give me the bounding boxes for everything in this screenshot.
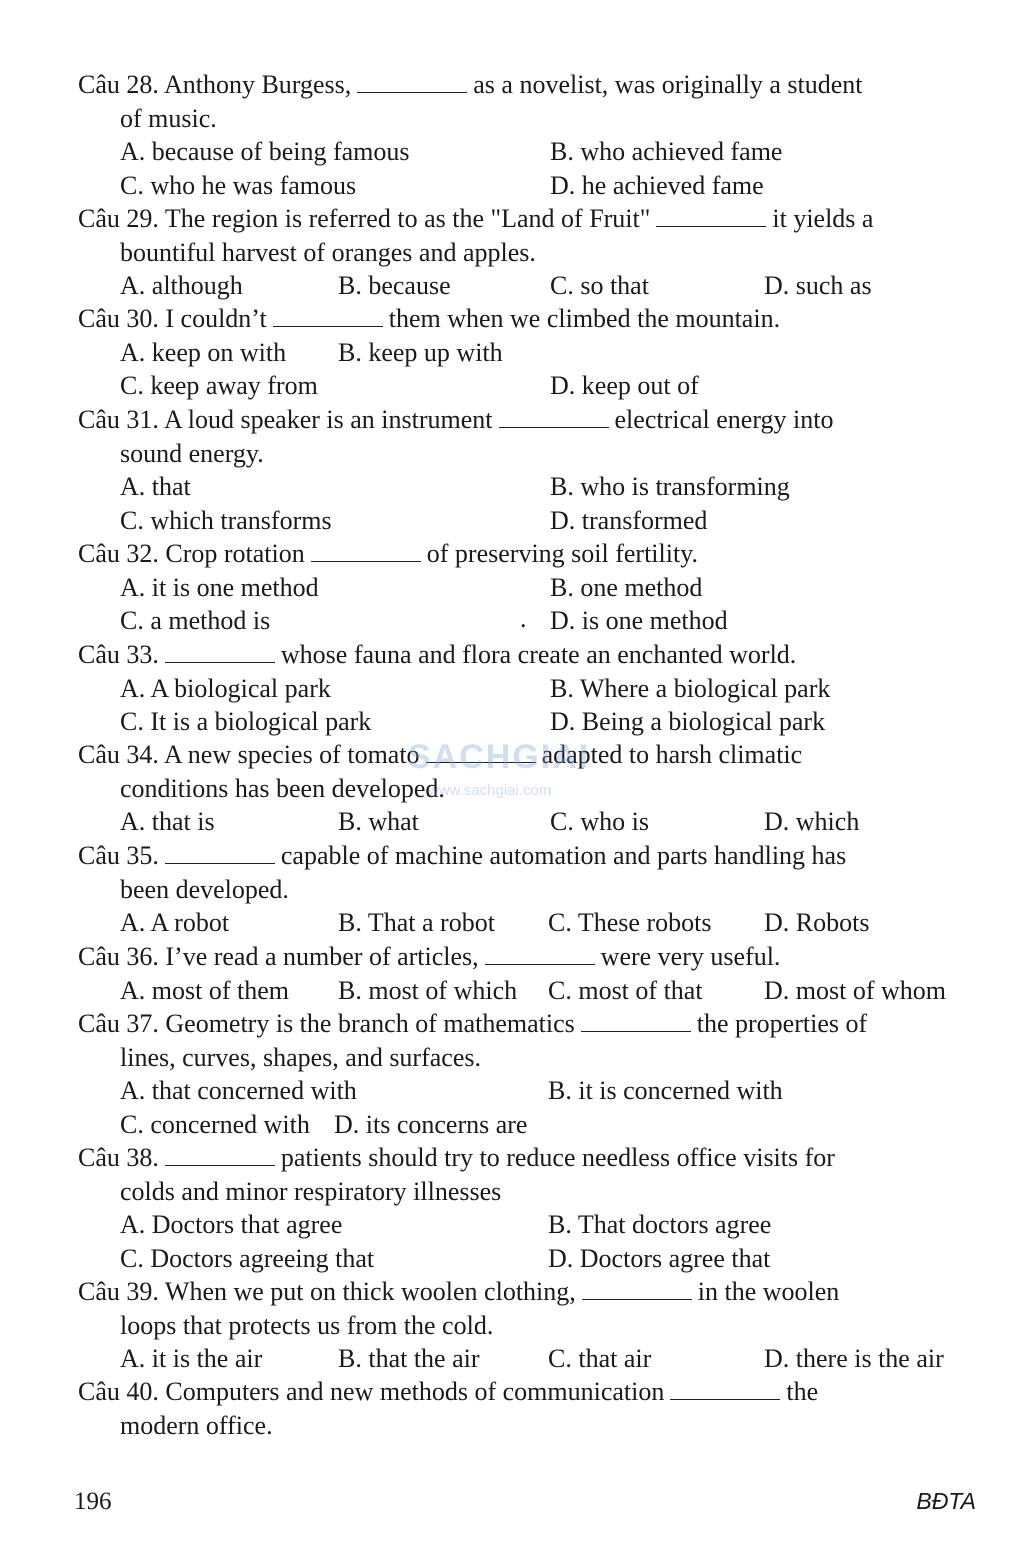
option-c: C. so that bbox=[550, 271, 649, 300]
question-stem: Câu 31. A loud speaker is an instrument electrical energy into sound energy. bbox=[78, 405, 834, 468]
option-row bbox=[78, 336, 978, 370]
option-a: A. it is the air bbox=[120, 1344, 263, 1373]
option-d: D. he achieved fame bbox=[550, 170, 764, 200]
question-30 bbox=[78, 302, 978, 403]
question-stem: Câu 34. A new species of tomato adapted to harsh climatic conditions has been developed. bbox=[78, 740, 803, 803]
option-d: D. there is the air bbox=[764, 1344, 944, 1373]
option-c: C. keep away from bbox=[120, 371, 318, 400]
question-28 bbox=[78, 68, 978, 202]
option-row bbox=[78, 369, 978, 403]
option-b: B. That doctors agree bbox=[548, 1210, 772, 1239]
option-c: C. concerned with bbox=[120, 1109, 310, 1139]
stray-dot: . bbox=[520, 604, 527, 633]
option-c: C. most of that bbox=[548, 975, 703, 1005]
option-row bbox=[78, 906, 978, 940]
answer-blank bbox=[426, 742, 536, 763]
option-row bbox=[78, 169, 978, 203]
question-stem: Câu 38. patients should try to reduce needless office visits for colds and minor respiratory illnesses bbox=[78, 1143, 835, 1206]
question-29 bbox=[78, 202, 978, 303]
option-b: B. because bbox=[338, 271, 451, 300]
option-a: A. it is one method bbox=[120, 572, 319, 602]
option-c: C. which transforms bbox=[120, 505, 332, 535]
answer-blank bbox=[656, 206, 766, 227]
option-d: D. Robots bbox=[764, 908, 870, 937]
option-a: A. A robot bbox=[120, 908, 230, 937]
option-c: C. who he was famous bbox=[120, 170, 357, 200]
question-38 bbox=[78, 1141, 978, 1275]
answer-blank bbox=[165, 1145, 275, 1166]
option-b: B. Where a biological park bbox=[550, 673, 831, 703]
option-b: B. most of which bbox=[338, 975, 518, 1005]
answer-blank bbox=[485, 944, 595, 965]
option-d: D. which bbox=[764, 807, 860, 836]
option-c: C. who is bbox=[550, 807, 649, 836]
answer-blank bbox=[165, 843, 275, 864]
option-row bbox=[78, 974, 978, 1008]
page-number: 196 bbox=[74, 1488, 112, 1515]
option-row bbox=[78, 604, 978, 638]
watermark-url: www.sachgiai.com bbox=[428, 782, 552, 799]
option-d: D. Being a biological park bbox=[550, 707, 826, 736]
question-40 bbox=[78, 1375, 978, 1442]
question-34 bbox=[78, 738, 978, 839]
option-c: C. These robots bbox=[548, 908, 712, 937]
question-stem: Câu 29. The region is referred to as the "Land of Fruit" it yields a bountiful harvest of oranges and apples. bbox=[78, 204, 874, 267]
option-a: A. keep on with bbox=[120, 337, 287, 367]
question-32 bbox=[78, 537, 978, 638]
option-d: D. Doctors agree that bbox=[548, 1243, 771, 1273]
option-a: A. although bbox=[120, 271, 243, 300]
option-c: C. that air bbox=[548, 1344, 652, 1373]
option-row bbox=[78, 1074, 978, 1108]
answer-blank bbox=[499, 407, 609, 428]
option-b: B. That a robot bbox=[338, 908, 495, 937]
answer-blank bbox=[273, 306, 383, 327]
option-row bbox=[78, 1342, 978, 1376]
question-33 bbox=[78, 638, 978, 739]
question-stem: Câu 33. whose fauna and flora create an enchanted world. bbox=[78, 640, 797, 669]
option-row bbox=[78, 1208, 978, 1242]
option-row bbox=[78, 1242, 978, 1276]
question-36 bbox=[78, 940, 978, 1007]
question-37 bbox=[78, 1007, 978, 1141]
answer-blank bbox=[670, 1379, 780, 1400]
option-b: B. what bbox=[338, 807, 419, 836]
answer-blank bbox=[582, 1279, 692, 1300]
option-d: D. most of whom bbox=[764, 975, 946, 1005]
question-stem: Câu 28. Anthony Burgess, as a novelist, was originally a student of music. bbox=[78, 70, 863, 133]
answer-blank bbox=[165, 642, 275, 663]
watermark-brand: SACHGIAI bbox=[408, 738, 591, 776]
option-row bbox=[78, 470, 978, 504]
answer-blank bbox=[581, 1011, 691, 1032]
answer-blank bbox=[311, 541, 421, 562]
option-row bbox=[78, 705, 978, 739]
answer-blank bbox=[357, 72, 467, 93]
option-row bbox=[78, 1108, 978, 1142]
option-b: B. that the air bbox=[338, 1344, 480, 1373]
option-a: A. A biological park bbox=[120, 673, 331, 703]
option-a: A. that bbox=[120, 472, 191, 501]
question-31 bbox=[78, 403, 978, 537]
option-d: D. such as bbox=[764, 271, 872, 300]
question-stem: Câu 35. capable of machine automation and parts handling has been developed. bbox=[78, 841, 847, 904]
option-row bbox=[78, 672, 978, 706]
option-b: B. who is transforming bbox=[550, 472, 790, 501]
question-stem: Câu 32. Crop rotation of preserving soil fertility. bbox=[78, 539, 699, 568]
option-a: A. that is bbox=[120, 807, 215, 836]
option-a: A. Doctors that agree bbox=[120, 1210, 343, 1239]
option-d: D. is one method bbox=[550, 606, 728, 635]
option-row bbox=[78, 135, 978, 169]
question-stem: Câu 40. Computers and new methods of communication the modern office. bbox=[78, 1377, 819, 1440]
option-a: A. because of being famous bbox=[120, 137, 410, 166]
option-d: D. its concerns are bbox=[334, 1109, 528, 1139]
question-stem: Câu 39. When we put on thick woolen clothing, in the woolen loops that protects us from the cold. bbox=[78, 1277, 840, 1340]
option-row bbox=[78, 805, 978, 839]
question-stem: Câu 30. I couldn’t them when we climbed the mountain. bbox=[78, 304, 781, 333]
option-b: B. one method bbox=[550, 572, 703, 602]
option-c: C. a method is bbox=[120, 606, 271, 635]
option-row bbox=[78, 269, 978, 303]
option-a: A. that concerned with bbox=[120, 1076, 357, 1105]
question-35 bbox=[78, 839, 978, 940]
option-a: A. most of them bbox=[120, 975, 289, 1005]
option-b: B. it is concerned with bbox=[548, 1076, 783, 1105]
option-b: B. who achieved fame bbox=[550, 137, 783, 166]
option-row bbox=[78, 571, 978, 605]
option-c: C. It is a biological park bbox=[120, 707, 372, 736]
option-b: B. keep up with bbox=[338, 337, 503, 367]
option-row bbox=[78, 504, 978, 538]
question-stem: Câu 36. I’ve read a number of articles, were very useful. bbox=[78, 942, 781, 971]
option-d: D. keep out of bbox=[550, 371, 699, 400]
question-39 bbox=[78, 1275, 978, 1376]
question-stem: Câu 37. Geometry is the branch of mathematics the properties of lines, curves, shapes, and surfaces. bbox=[78, 1009, 868, 1072]
option-d: D. transformed bbox=[550, 505, 708, 535]
option-c: C. Doctors agreeing that bbox=[120, 1243, 375, 1273]
publisher-mark: BĐTA bbox=[916, 1488, 976, 1514]
